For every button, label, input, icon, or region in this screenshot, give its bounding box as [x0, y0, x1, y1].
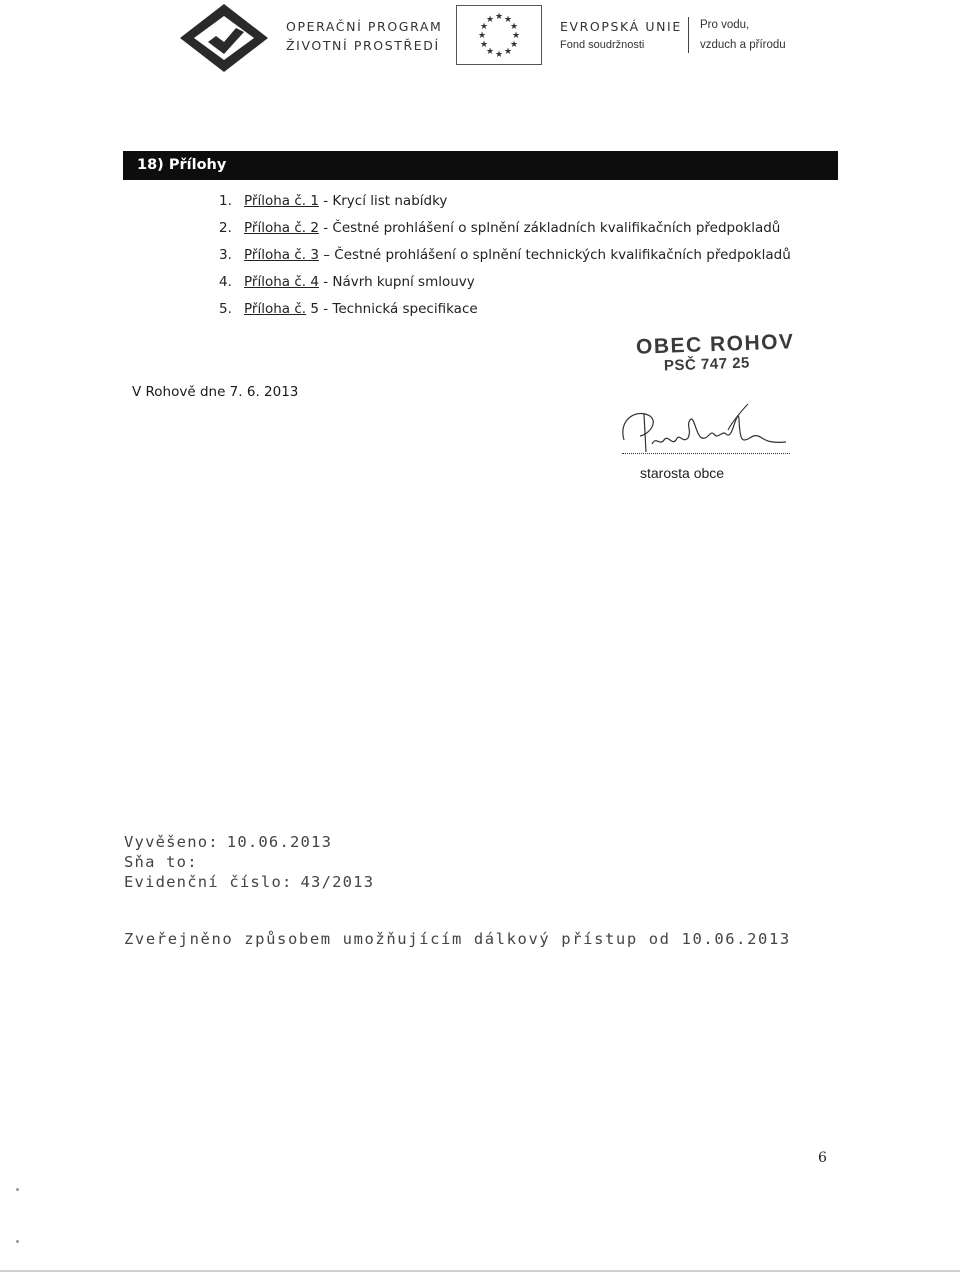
posted-value: 10.06.2013 [226, 833, 333, 851]
attachment-link[interactable]: Příloha č. 3 [244, 247, 319, 263]
scan-speck [16, 1240, 19, 1243]
svg-text:★: ★ [511, 31, 521, 41]
svg-text:★: ★ [509, 40, 519, 50]
svg-text:★: ★ [509, 22, 519, 32]
svg-text:★: ★ [503, 15, 513, 25]
svg-text:★: ★ [485, 15, 495, 25]
attachment-item [219, 219, 791, 246]
attachment-text: - Návrh kupní smlouvy [318, 274, 475, 290]
attachment-link[interactable]: Příloha č. 4 [244, 274, 319, 290]
attachment-text: – Čestné prohlášení o splnění technických kvalifikačních předpokladů [318, 247, 791, 263]
removed-label: Sňa to: [124, 853, 198, 871]
attachment-number: 1. [219, 193, 232, 209]
attachment-link[interactable]: Příloha č. 2 [244, 220, 319, 236]
record-number-row [124, 873, 374, 891]
place-and-date: V Rohově dne 7. 6. 2013 [132, 384, 299, 400]
header-divider [688, 17, 689, 53]
attachment-text: - Krycí list nabídky [318, 193, 448, 209]
stamp-postal-code: PSČ 747 25 [663, 354, 751, 375]
signatory-role: starosta obce [640, 465, 725, 481]
handwritten-signature [616, 400, 796, 466]
attachment-item [219, 246, 791, 273]
attachments-list [219, 192, 791, 327]
svg-text:★: ★ [485, 47, 495, 57]
svg-text:★: ★ [477, 31, 487, 41]
svg-text:★: ★ [494, 50, 504, 60]
signature-line [622, 453, 790, 454]
attachment-item [219, 273, 791, 300]
posted-label: Vyvěšeno: [124, 833, 219, 851]
op-diamond-logo-icon [178, 2, 270, 74]
svg-text:★: ★ [479, 22, 489, 32]
scan-speck [16, 1188, 19, 1191]
eu-title: EVROPSKÁ UNIE [560, 19, 682, 34]
scan-edge-line [0, 1270, 960, 1272]
record-number-label: Evidenční číslo: [124, 873, 293, 891]
svg-text:★: ★ [503, 47, 513, 57]
eu-flag-frame [456, 5, 542, 65]
section-header-bar [123, 151, 838, 180]
program-title-line1: OPERAČNÍ PROGRAM [286, 19, 443, 34]
record-number-value: 43/2013 [300, 873, 375, 891]
motto-line2: vzduch a přírodu [700, 39, 786, 51]
eu-stars-flag-icon [457, 6, 541, 64]
attachment-number: 2. [219, 220, 232, 236]
section-title: 18) Přílohy [137, 157, 227, 173]
svg-text:★: ★ [479, 40, 489, 50]
posted-row [124, 833, 332, 851]
attachment-number: 5. [219, 301, 232, 317]
page-number: 6 [818, 1150, 827, 1166]
attachment-number: 3. [219, 247, 232, 263]
attachment-text: 5 - Technická specifikace [306, 301, 478, 317]
attachment-item [219, 192, 791, 219]
eu-fund-name: Fond soudržnosti [560, 39, 645, 51]
attachment-item [219, 300, 791, 327]
stamp-municipality-name: OBEC ROHOV [635, 330, 795, 359]
attachment-link[interactable]: Příloha č. 1 [244, 193, 319, 209]
removed-row [124, 853, 206, 871]
publication-note: Zveřejněno způsobem umožňujícím dálkový přístup od 10.06.2013 [124, 930, 791, 948]
svg-text:★: ★ [494, 12, 504, 22]
attachment-text: - Čestné prohlášení o splnění základních kvalifikačních předpokladů [318, 220, 781, 236]
program-title-line2: ŽIVOTNÍ PROSTŘEDÍ [286, 38, 440, 53]
motto-line1: Pro vodu, [700, 19, 750, 31]
attachment-link[interactable]: Příloha č. [244, 301, 307, 317]
attachment-number: 4. [219, 274, 232, 290]
